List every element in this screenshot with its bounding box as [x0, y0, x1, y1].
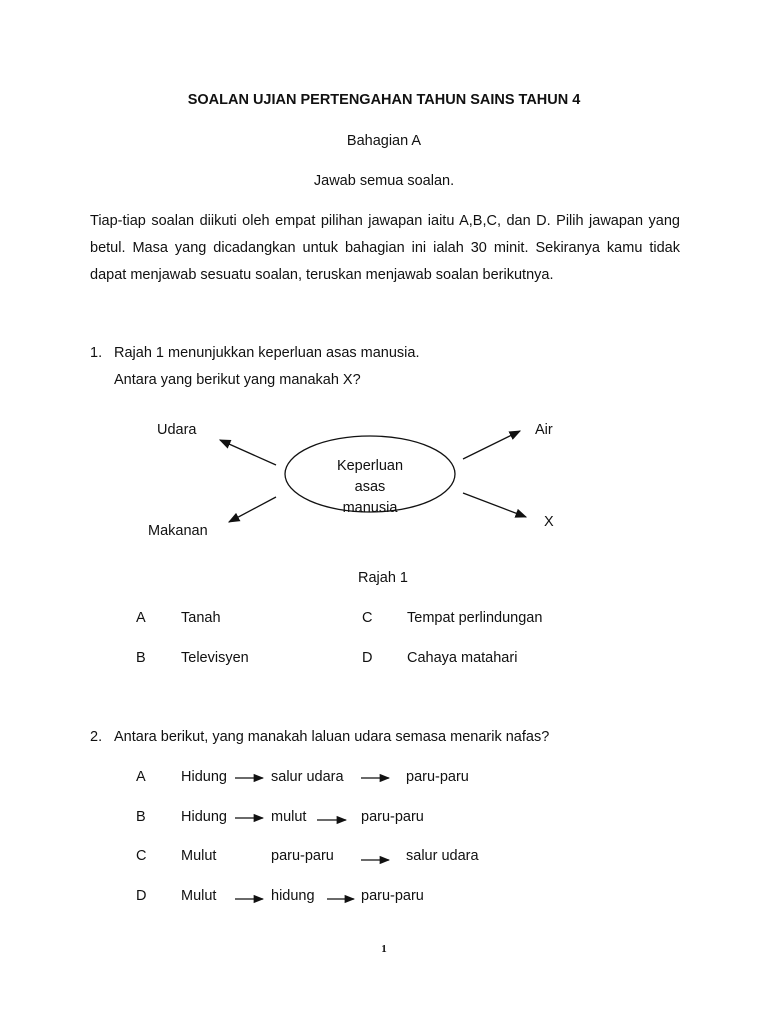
- diagram-label-makanan: Makanan: [148, 523, 208, 539]
- q1-option-b-letter[interactable]: B: [136, 650, 146, 666]
- q2-option-a-step3[interactable]: paru-paru: [406, 769, 469, 785]
- q1-text-line1: Rajah 1 menunjukkan keperluan asas manusia.: [114, 345, 420, 361]
- q1-number: 1.: [90, 345, 103, 361]
- q2-option-d-step3[interactable]: paru-paru: [361, 888, 424, 904]
- q2-option-c-step2[interactable]: paru-paru: [271, 848, 334, 864]
- q2-option-c-letter[interactable]: C: [136, 848, 147, 864]
- q2-option-d-step1[interactable]: Mulut: [181, 888, 217, 904]
- center-label-line1: Keperluan asas: [336, 458, 404, 495]
- q1-option-c-letter[interactable]: C: [362, 610, 373, 626]
- diagram-label-udara: Udara: [157, 422, 197, 438]
- q2-option-b-step1[interactable]: Hidung: [181, 809, 227, 825]
- section-heading: Bahagian A: [346, 133, 422, 149]
- diagram-label-x: X: [544, 514, 554, 530]
- q1-option-d-text[interactable]: Cahaya matahari: [407, 650, 518, 666]
- q1-option-a-letter[interactable]: A: [136, 610, 146, 626]
- q1-text-line2: Antara yang berikut yang manakah X?: [114, 372, 361, 388]
- page-number: 1: [381, 943, 387, 955]
- q2-number: 2.: [90, 729, 103, 745]
- center-label-line2: manusia: [342, 500, 398, 516]
- q2-option-a-letter[interactable]: A: [136, 769, 146, 785]
- q1-option-c-text[interactable]: Tempat perlindungan: [407, 610, 543, 626]
- page-title: SOALAN UJIAN PERTENGAHAN TAHUN SAINS TAHUN 4: [187, 92, 581, 108]
- q1-option-a-text[interactable]: Tanah: [181, 610, 221, 626]
- q2-option-b-letter[interactable]: B: [136, 809, 146, 825]
- q2-text: Antara berikut, yang manakah laluan udara semasa menarik nafas?: [114, 729, 550, 745]
- q2-option-d-step2[interactable]: hidung: [271, 888, 315, 904]
- q2-option-a-step2[interactable]: salur udara: [271, 769, 344, 785]
- q2-option-b-step2[interactable]: mulut: [271, 809, 307, 825]
- intro-paragraph: Tiap-tiap soalan diikuti oleh empat pilihan jawapan iaitu A,B,C, dan D. Pilih jawapan yang betul. Masa yang dicadangkan untuk bahagian ini ialah 30 minit. Sekiranya kamu tidak dapat menjawab sesuatu soalan, teruskan menjawab soalan berikutnya.: [90, 213, 680, 283]
- q2-option-c-step3[interactable]: salur udara: [406, 848, 479, 864]
- q2-option-c-step1[interactable]: Mulut: [181, 848, 217, 864]
- q1-option-d-letter[interactable]: D: [362, 650, 373, 666]
- diagram-label-air: Air: [535, 422, 553, 438]
- q1-option-b-text[interactable]: Televisyen: [181, 650, 249, 666]
- q2-option-b-step3[interactable]: paru-paru: [361, 809, 424, 825]
- diagram-caption: Rajah 1: [358, 570, 408, 586]
- instruction-text: Jawab semua soalan.: [313, 173, 455, 189]
- q2-option-d-letter[interactable]: D: [136, 888, 147, 904]
- q2-option-a-step1[interactable]: Hidung: [181, 769, 227, 785]
